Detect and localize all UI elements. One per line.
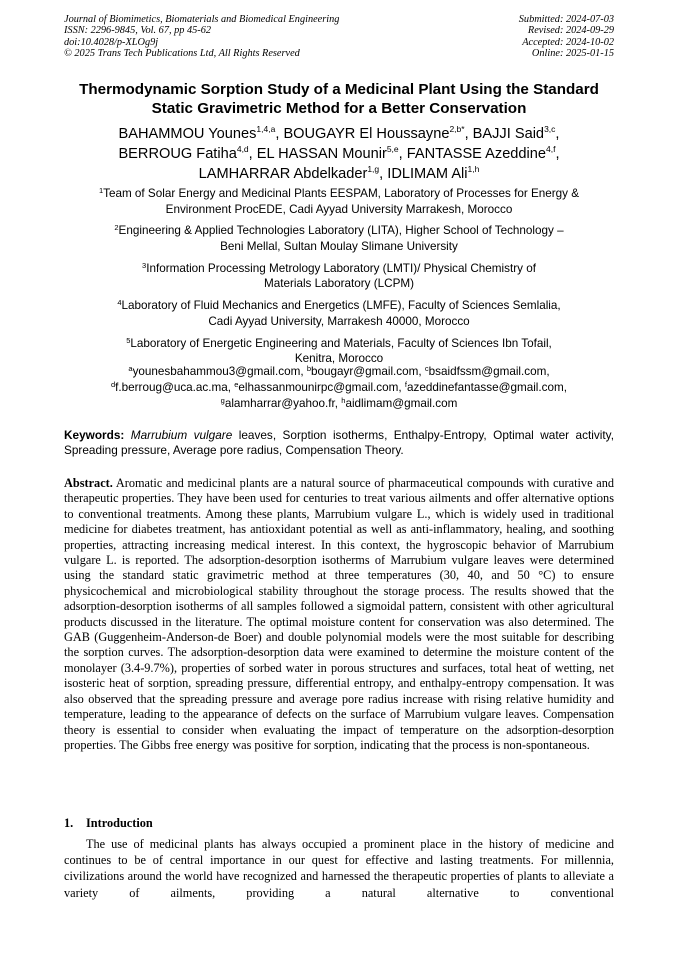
- keywords-species: Marrubium vulgare: [130, 428, 233, 442]
- author-line: [40, 164, 638, 184]
- doi: doi:10.4028/p-XLOg9j: [64, 36, 159, 48]
- email-marker: f: [404, 379, 407, 389]
- author-line: [40, 144, 638, 164]
- author-name: BAJJI Said: [472, 126, 545, 142]
- email-separator: ,: [227, 380, 235, 394]
- section-title: Introduction: [86, 816, 153, 830]
- author-name: BOUGAYR El Houssayne: [283, 126, 450, 142]
- author-affiliation-marker: 5,e: [386, 144, 399, 154]
- author-separator: ,: [464, 126, 473, 142]
- email-separator: ,: [398, 380, 405, 394]
- affiliation-text: Team of Solar Energy and Medicinal Plants EESPAM, Laboratory of Processes for Energy &: [103, 187, 580, 200]
- affiliation-text: Information Processing Metrology Laboratory (LMTI)/ Physical Chemistry of: [146, 261, 536, 275]
- email-address[interactable]: alamharrar@yahoo.fr: [224, 396, 335, 410]
- email-marker: b: [306, 364, 312, 373]
- email-separator: ,: [300, 365, 307, 378]
- paper-title: [40, 80, 638, 118]
- email-marker: e: [234, 379, 239, 389]
- abstract-label: Abstract.: [64, 476, 113, 490]
- email-marker: a: [128, 364, 133, 373]
- affiliation-number: 3: [142, 260, 147, 270]
- affiliation-text: Materials Laboratory (LCPM): [263, 277, 415, 291]
- title-line: Static Gravimetric Method for a Better Conservation: [151, 100, 527, 117]
- affiliation: [70, 186, 608, 217]
- email-line: [70, 364, 608, 380]
- author-separator: ,: [555, 146, 560, 162]
- submitted-date: Submitted: 2024-07-03: [518, 14, 614, 25]
- email-marker: c: [424, 364, 429, 373]
- author-name: LAMHARRAR Abdelkader: [198, 166, 368, 182]
- email-separator: ,: [334, 396, 342, 410]
- introduction-paragraph: The use of medicinal plants has always occupied a prominent place in the history of medicine and continues to be of central importance in our quest for effective and lasting treatments. For millennia, civilizations around the world have recognized and harnessed the therapeutic properties of plants to alleviate a variety of ailments, providing a natural alternative to conventional: [64, 837, 614, 900]
- author-name: FANTASSE Azeddine: [406, 146, 547, 162]
- author-affiliation-marker: 2,b*: [449, 124, 465, 134]
- author-separator: ,: [248, 146, 257, 162]
- journal-name: Journal of Biomimetics, Biomaterials and Biomedical Engineering: [64, 14, 340, 25]
- online-date: Online: 2025-01-15: [531, 48, 614, 60]
- running-header: [64, 14, 614, 60]
- affiliation-list: [70, 186, 608, 373]
- email-marker: d: [111, 379, 116, 389]
- author-line: [40, 124, 638, 144]
- email-separator: ,: [418, 365, 425, 378]
- keywords: [64, 428, 614, 459]
- email-address[interactable]: f.berroug@uca.ac.ma: [115, 380, 228, 394]
- revised-date: Revised: 2024-09-29: [527, 25, 614, 37]
- affiliation-text: Laboratory of Fluid Mechanics and Energetics (LMFE), Faculty of Sciences Semlalia,: [121, 299, 561, 313]
- affiliation-text: Environment ProcEDE, Cadi Ayyad University Marrakesh, Morocco: [165, 202, 513, 216]
- author-list: [40, 124, 638, 184]
- author-name: IDLIMAM Ali: [387, 166, 468, 182]
- journal-info: [64, 14, 339, 60]
- email-address[interactable]: azeddinefantasse@gmail.com: [406, 380, 564, 394]
- abstract-text: Aromatic and medicinal plants are a natural source of pharmaceutical compounds with curative and therapeutic properties. They have been used for centuries to treat various ailments and offer alternative options to conventional treatments. Among these plants, Marrubium vulgare L., which is widely used in traditional medicine for diabetes treatment, has antioxidant potential as well as anti-inflammatory, healing, and soothing properties, attracting increasing medical interest. In this context, the hygroscopic behavior of Marrubium vulgare L. is reported. The adsorption-desorption isotherms of Marrubium vulgare leaves were determined using the standard static gravimetric method at three temperatures (30, 40, and 50 °C) to ensure physicochemical and microbiological stability throughout the storage process. The results showed that the adsorption-desorption isotherms of all samples followed a sigmoidal pattern, consistent with other agricultural products discussed in the literature. The optimal moisture content for conservation was also determined. The GAB (Guggenheim-Anderson-de Boer) and double polynomial models were the most suitable for describing the sorption curves. The adsorption-desorption data were examined to determine the moisture content of the monolayer (3.4-9.7%), properties of sorbed water in porous structures and surfaces, total heat of wetting, net isosteric heat of sorption, spreading pressure, differential entropy, and enthalpy-entropy compensation. It was also observed that the spreading pressure and average pore radius increase with rising relative humidity and temperature, leading to the appearance of defects on the surface of Marrubium vulgare leaves. Compensation theory is essential to consider when evaluating the impact of temperature on the adsorption-desorption properties. The Gibbs free energy was positive for sorption, indicating that the process is non-spontaneous.: [64, 476, 614, 752]
- author-name: BERROUG Fatiha: [118, 146, 237, 162]
- affiliation-text: Kenitra, Morocco: [294, 352, 384, 366]
- email-address[interactable]: bougayr@gmail.com: [311, 365, 419, 378]
- email-line: [70, 396, 608, 412]
- email-address[interactable]: elhassanmounirpc@gmail.com: [238, 380, 399, 394]
- affiliation: [70, 261, 608, 292]
- email-list: [70, 364, 608, 411]
- author-affiliation-marker: 4,d: [236, 144, 249, 154]
- affiliation-number: 4: [117, 298, 122, 308]
- affiliation-text: Cadi Ayyad University, Marrakesh 40000, Morocco: [208, 314, 470, 328]
- affiliation-number: 5: [126, 335, 131, 345]
- dates-info: [519, 14, 614, 60]
- author-name: BAHAMMOU Younes: [118, 126, 257, 142]
- author-separator: ,: [555, 126, 560, 142]
- affiliation-number: 2: [114, 223, 119, 233]
- accepted-date: Accepted: 2024-10-02: [522, 36, 614, 48]
- keywords-text: leaves, Sorption isotherms, Enthalpy-Entropy, Optimal water activity, Spreading pressure, Average pore radius, Compensation Theory.: [64, 428, 614, 458]
- author-separator: ,: [398, 146, 407, 162]
- author-separator: ,: [275, 126, 284, 142]
- keywords-label: Keywords:: [64, 428, 125, 442]
- email-line: [70, 380, 608, 396]
- title-line: Thermodynamic Sorption Study of a Medicinal Plant Using the Standard: [79, 81, 599, 98]
- section-heading: [64, 816, 153, 831]
- author-affiliation-marker: 3,c: [544, 124, 556, 134]
- email-address[interactable]: bsaidfssm@gmail.com: [428, 365, 547, 378]
- issn: ISSN: 2296-9845, Vol. 67, pp 45-62: [64, 25, 212, 37]
- author-separator: ,: [379, 166, 388, 182]
- affiliation: [70, 223, 608, 254]
- email-marker: h: [341, 395, 346, 405]
- author-affiliation-marker: 1,4,a: [256, 124, 276, 134]
- affiliation-text: Laboratory of Energetic Engineering and Materials, Faculty of Sciences Ibn Tofail,: [130, 336, 552, 350]
- author-affiliation-marker: 4,f: [546, 144, 556, 154]
- affiliation: [70, 336, 608, 367]
- copyright: © 2025 Trans Tech Publications Ltd, All Rights Reserved: [64, 48, 300, 60]
- abstract: [64, 476, 614, 753]
- email-separator: ,: [546, 365, 550, 378]
- affiliation-number: 1: [98, 186, 104, 195]
- email-address[interactable]: younesbahammou3@gmail.com: [132, 365, 301, 378]
- email-address[interactable]: aidlimam@gmail.com: [345, 396, 458, 410]
- affiliation: [70, 298, 608, 329]
- section-number: 1.: [64, 816, 74, 830]
- author-affiliation-marker: 1,g: [367, 164, 380, 174]
- affiliation-text: Beni Mellal, Sultan Moulay Slimane University: [220, 239, 458, 253]
- affiliation-text: Engineering & Applied Technologies Laboratory (LITA), Higher School of Technology –: [118, 224, 564, 238]
- email-marker: g: [220, 395, 225, 405]
- author-name: EL HASSAN Mounir: [256, 146, 387, 162]
- author-affiliation-marker: 1,h: [467, 164, 480, 174]
- email-separator: ,: [563, 380, 567, 394]
